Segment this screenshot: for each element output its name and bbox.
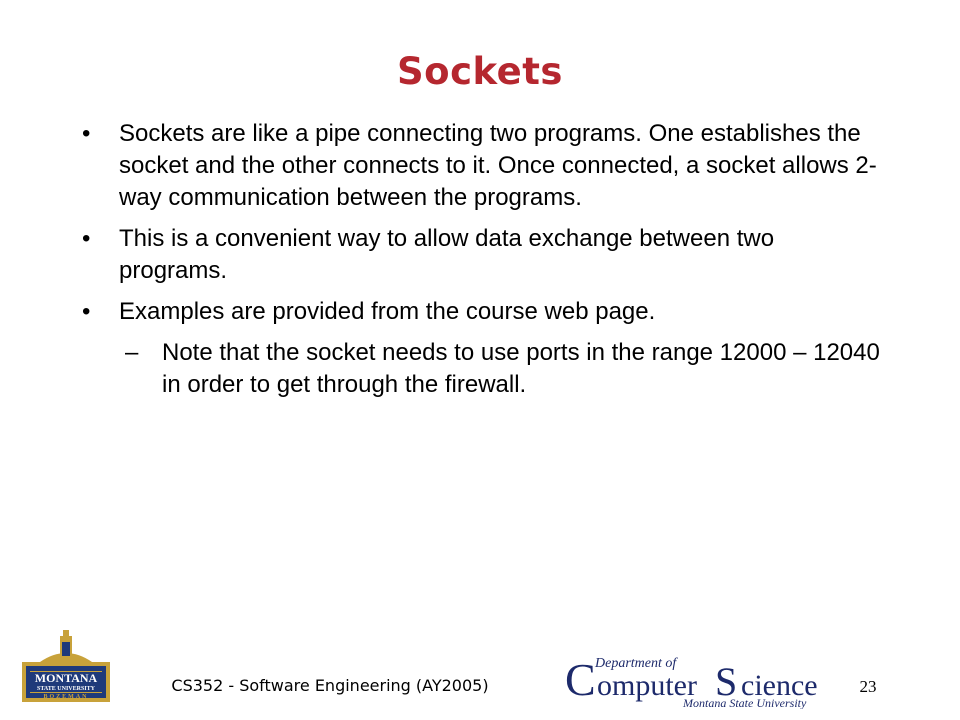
cs-logo-c: C [565,654,596,705]
bullet-item [82,118,882,214]
page-number: 23 [859,677,877,696]
cs-logo-omputer: omputer [597,669,697,702]
cs-logo-department: Department of [595,656,677,671]
footer-course: CS352 - Software Engineering (AY2005) [171,676,489,695]
cs-logo-cience: cience [741,669,818,702]
computer-science-logo-icon [565,653,835,709]
slide-body [82,118,882,401]
sub-bullet-mark: – [125,339,139,366]
msu-logo-line2: STATE UNIVERSITY [37,686,95,692]
bullet-item [82,223,882,287]
cs-logo-subtitle: Montana State University [683,696,807,709]
bullet-mark: • [82,120,91,147]
montana-state-university-logo-icon [20,622,112,704]
msu-logo-line3: BOZEMAN [43,694,89,700]
slide-title: Sockets [397,50,563,93]
bullet-mark: • [82,225,91,252]
msu-logo-line1: MONTANA [34,671,98,685]
cs-logo-s: S [715,659,738,704]
sub-bullet-item [82,337,882,401]
bullet-mark: • [82,298,91,325]
bullet-text: This is a convenient way to allow data exchange between two programs. [119,225,775,284]
bullet-item [82,296,882,328]
sub-bullet-text: Note that the socket needs to use ports in the range 12000 – 12040 in order to get through the firewall. [162,339,880,398]
bullet-text: Sockets are like a pipe connecting two programs. One establishes the socket and the other connects to it. Once connected, a socket allows 2-way communication between the programs. [119,120,877,211]
bullet-text: Examples are provided from the course web page. [119,298,656,325]
